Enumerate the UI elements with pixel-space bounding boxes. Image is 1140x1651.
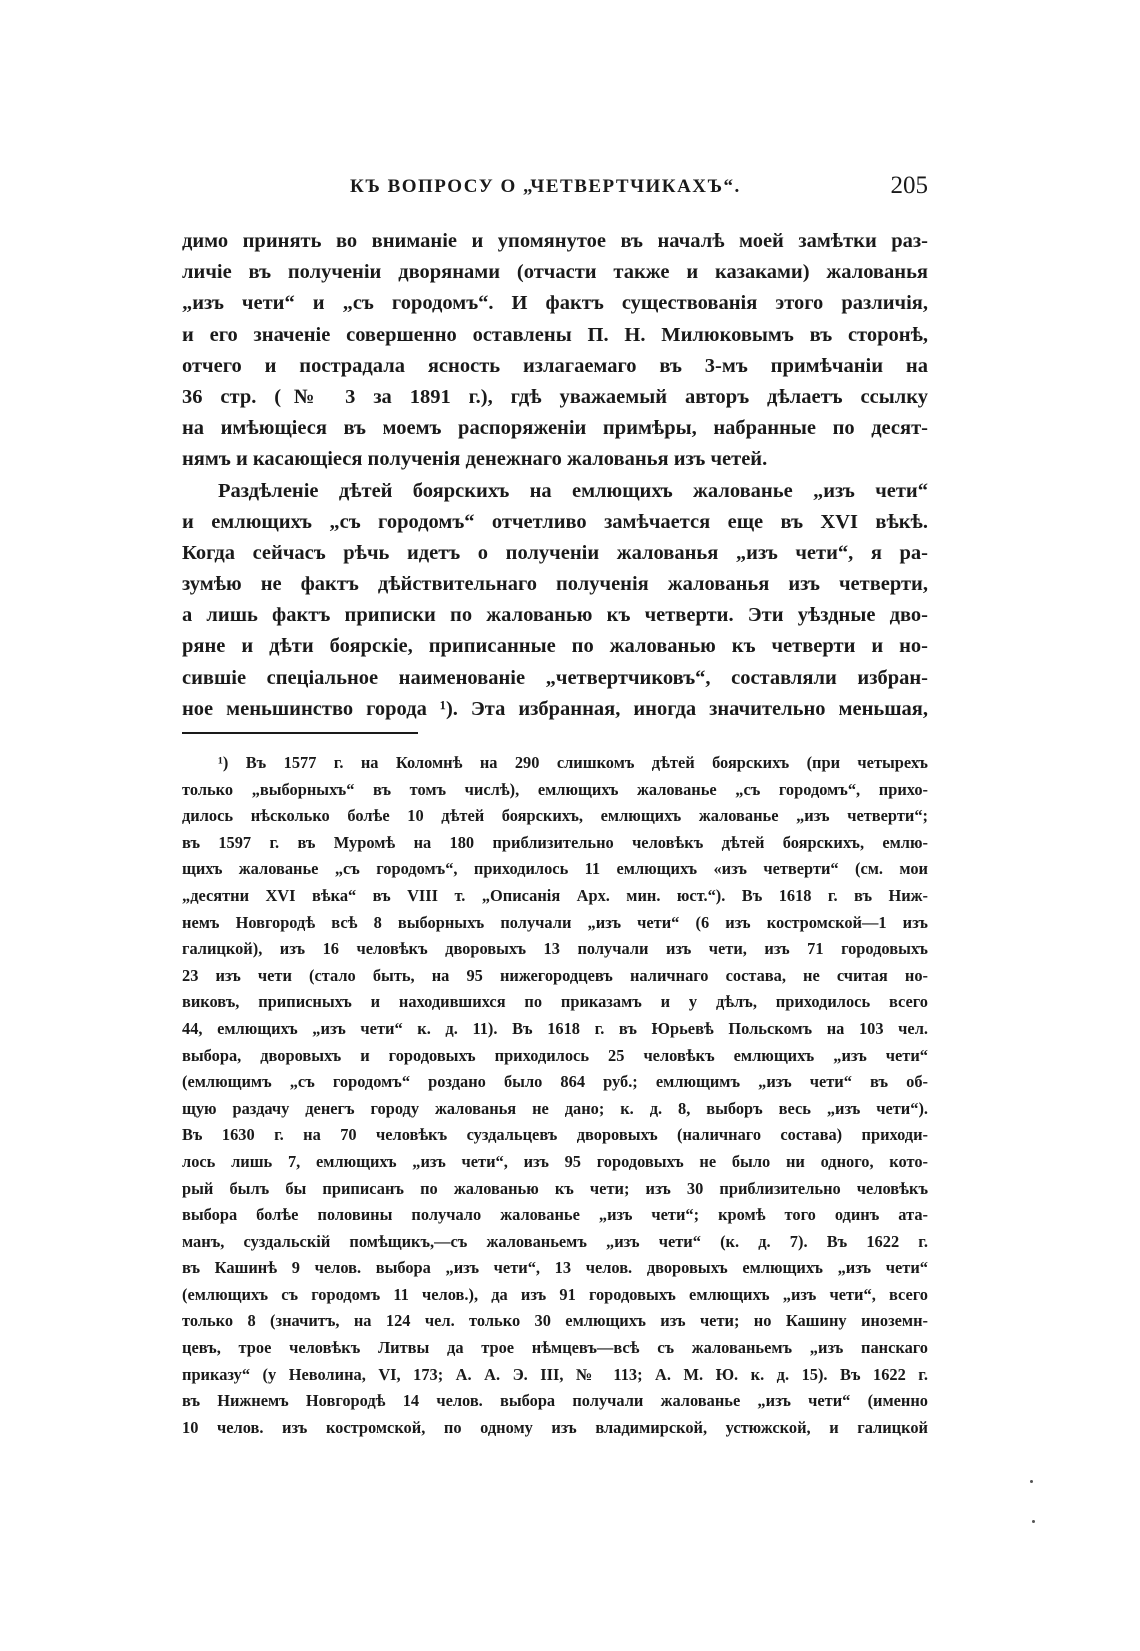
footnote-divider [182, 732, 418, 734]
text-line: Когда сейчасъ рѣчь идетъ о полученіи жалованья „изъ чети“, я ра- [182, 541, 928, 564]
footnote-line: „десятни XVI вѣка“ въ VIII т. „Описанія Арх. мин. юст.“). Въ 1618 г. въ Ниж- [182, 885, 928, 905]
text-line: 36 стр. (№ 3 за 1891 г.), гдѣ уважаемый авторъ дѣлаетъ ссылку [182, 385, 928, 408]
footnote-line: въ Нижнемъ Новгородѣ 14 челов. выбора получали жалованье „изъ чети“ (именно [182, 1391, 928, 1411]
footnotes [182, 750, 928, 1441]
footnote-line: 23 изъ чети (стало быть, на 95 нижегородцевъ наличнаго состава, не считая но- [182, 965, 928, 985]
footnote-line: 44, емлющихъ „изъ чети“ к. д. 11). Въ 1618 г. въ Юрьевѣ Польскомъ на 103 чел. [182, 1018, 928, 1038]
footnote-line: цевъ, трое человѣкъ Литвы да трое нѣмцевъ—всѣ съ жалованьемъ „изъ панскаго [182, 1338, 928, 1358]
page-number: 205 [890, 172, 928, 199]
footnote-line: только „выборныхъ“ въ томъ числѣ), емлющихъ жалованье „съ городомъ“, прихо- [182, 779, 928, 799]
text-line: личіе въ полученіи дворянами (отчасти также и казаками) жалованья [182, 261, 928, 284]
footnote-line: лось лишь 7, емлющихъ „изъ чети“, изъ 95 городовыхъ не было ни одного, кото- [182, 1151, 928, 1171]
footnote-line: выбора, дворовыхъ и городовыхъ приходилось 25 человѣкъ емлющихъ „изъ чети“ [182, 1045, 928, 1065]
text-line: и емлющихъ „съ городомъ“ отчетливо замѣчается еще въ XVI вѣкѣ. [182, 510, 928, 533]
footnote-line: въ 1597 г. въ Муромѣ на 180 приблизительно человѣкъ дѣтей боярскихъ, емлю- [182, 832, 928, 852]
text-line: отчего и пострадала ясность излагаемаго въ 3-мъ примѣчаніи на [182, 354, 928, 377]
text-line: сившіе спеціальное наименованіе „четвертчиковъ“, составляли избран- [182, 666, 928, 689]
footnote-line: (емлющихъ съ городомъ 11 челов.), да изъ 91 городовыхъ емлющихъ „изъ чети“, всего [182, 1284, 928, 1304]
footnote-line: манъ, суздальскій помѣщикъ,—съ жалованьемъ „изъ чети“ (к. д. 7). Въ 1622 г. [182, 1231, 928, 1251]
main-text [182, 226, 928, 725]
footnote-line: Въ 1630 г. на 70 человѣкъ суздальцевъ дворовыхъ (наличнаго состава) приходи- [182, 1125, 928, 1145]
footnote-line: щую раздачу денегъ городу жалованья не дано; к. д. 8, выборъ весь „изъ чети“). [182, 1098, 928, 1118]
text-line: нямъ и касающіеся полученія денежнаго жалованья изъ четей. [182, 448, 768, 471]
footnote-line: въ Кашинѣ 9 челов. выбора „изъ чети“, 13 челов. дворовыхъ емлющихъ „изъ чети“ [182, 1258, 928, 1278]
running-title: КЪ ВОПРОСУ О „ЧЕТВЕРТЧИКАХЪ“. [350, 176, 741, 197]
text-line: зумѣю не фактъ дѣйствительнаго полученія жалованья изъ четверти, [182, 573, 928, 596]
footnote-line: (емлющимъ „съ городомъ“ роздано было 864 руб.; емлющимъ „изъ чети“ въ об- [182, 1072, 928, 1092]
text-line: димо принять во вниманіе и упомянутое въ началѣ моей замѣтки раз- [182, 230, 928, 252]
scan-speck [1032, 1520, 1035, 1523]
text-line: а лишь фактъ приписки по жалованью къ четверти. Эти уѣздные дво- [182, 604, 928, 627]
text-line: и его значеніе совершенно оставлены П. Н. Милюковымъ въ сторонѣ, [182, 323, 928, 346]
footnote-line: виковъ, приписныхъ и находившихся по приказамъ и у дѣлъ, приходилось всего [182, 992, 928, 1012]
footnote-line: выбора болѣе половины получало жалованье „изъ чети“; кромѣ того одинъ ата- [182, 1205, 928, 1225]
footnote-line: немъ Новгородѣ всѣ 8 выборныхъ получали „изъ чети“ (6 изъ костромской—1 изъ [182, 912, 928, 932]
footnote-line: ¹) Въ 1577 г. на Коломнѣ на 290 слишкомъ дѣтей боярскихъ (при четырехъ [218, 753, 928, 772]
text-line: „изъ чети“ и „съ городомъ“. И фактъ существованія этого различія, [182, 292, 928, 315]
footnote-line: только 8 (значитъ, на 124 чел. только 30 емлющихъ изъ чети; но Кашину иноземн- [182, 1311, 928, 1331]
text-line: ное меньшинство города ¹). Эта избранная, иногда значительно меньшая, [182, 697, 928, 720]
scan-speck [1030, 1480, 1033, 1483]
text-line: ряне и дѣти боярскіе, приписанные по жалованью къ четверти и но- [182, 635, 928, 658]
text-line: на имѣющіеся въ моемъ распоряженіи примѣры, набранные по десят- [182, 417, 928, 440]
footnote-line: приказу“ (у Неволина, VI, 173; А. А. Э. III, № 113; А. М. Ю. к. д. 15). Въ 1622 г. [182, 1364, 928, 1384]
footnote-line: галицкой), изъ 16 человѣкъ дворовыхъ 13 получали изъ чети, изъ 71 городовыхъ [182, 939, 928, 959]
footnote-line: щихъ жалованье „съ городомъ“, приходилось 11 емлющихъ «изъ четверти“ (см. мои [182, 859, 928, 879]
text-line: Раздѣленіе дѣтей боярскихъ на емлющихъ жалованье „изъ чети“ [218, 479, 928, 502]
running-head [182, 172, 928, 206]
footnote-line: 10 челов. изъ костромской, по одному изъ владимирской, устюжской, и галицкой [182, 1417, 928, 1437]
footnote-line: дилось нѣсколько болѣе 10 дѣтей боярскихъ, емлющихъ жалованье „изъ четверти“; [182, 806, 928, 826]
footnote-line: рый былъ бы приписанъ по жалованью къ чети; изъ 30 приблизительно человѣкъ [182, 1178, 928, 1198]
